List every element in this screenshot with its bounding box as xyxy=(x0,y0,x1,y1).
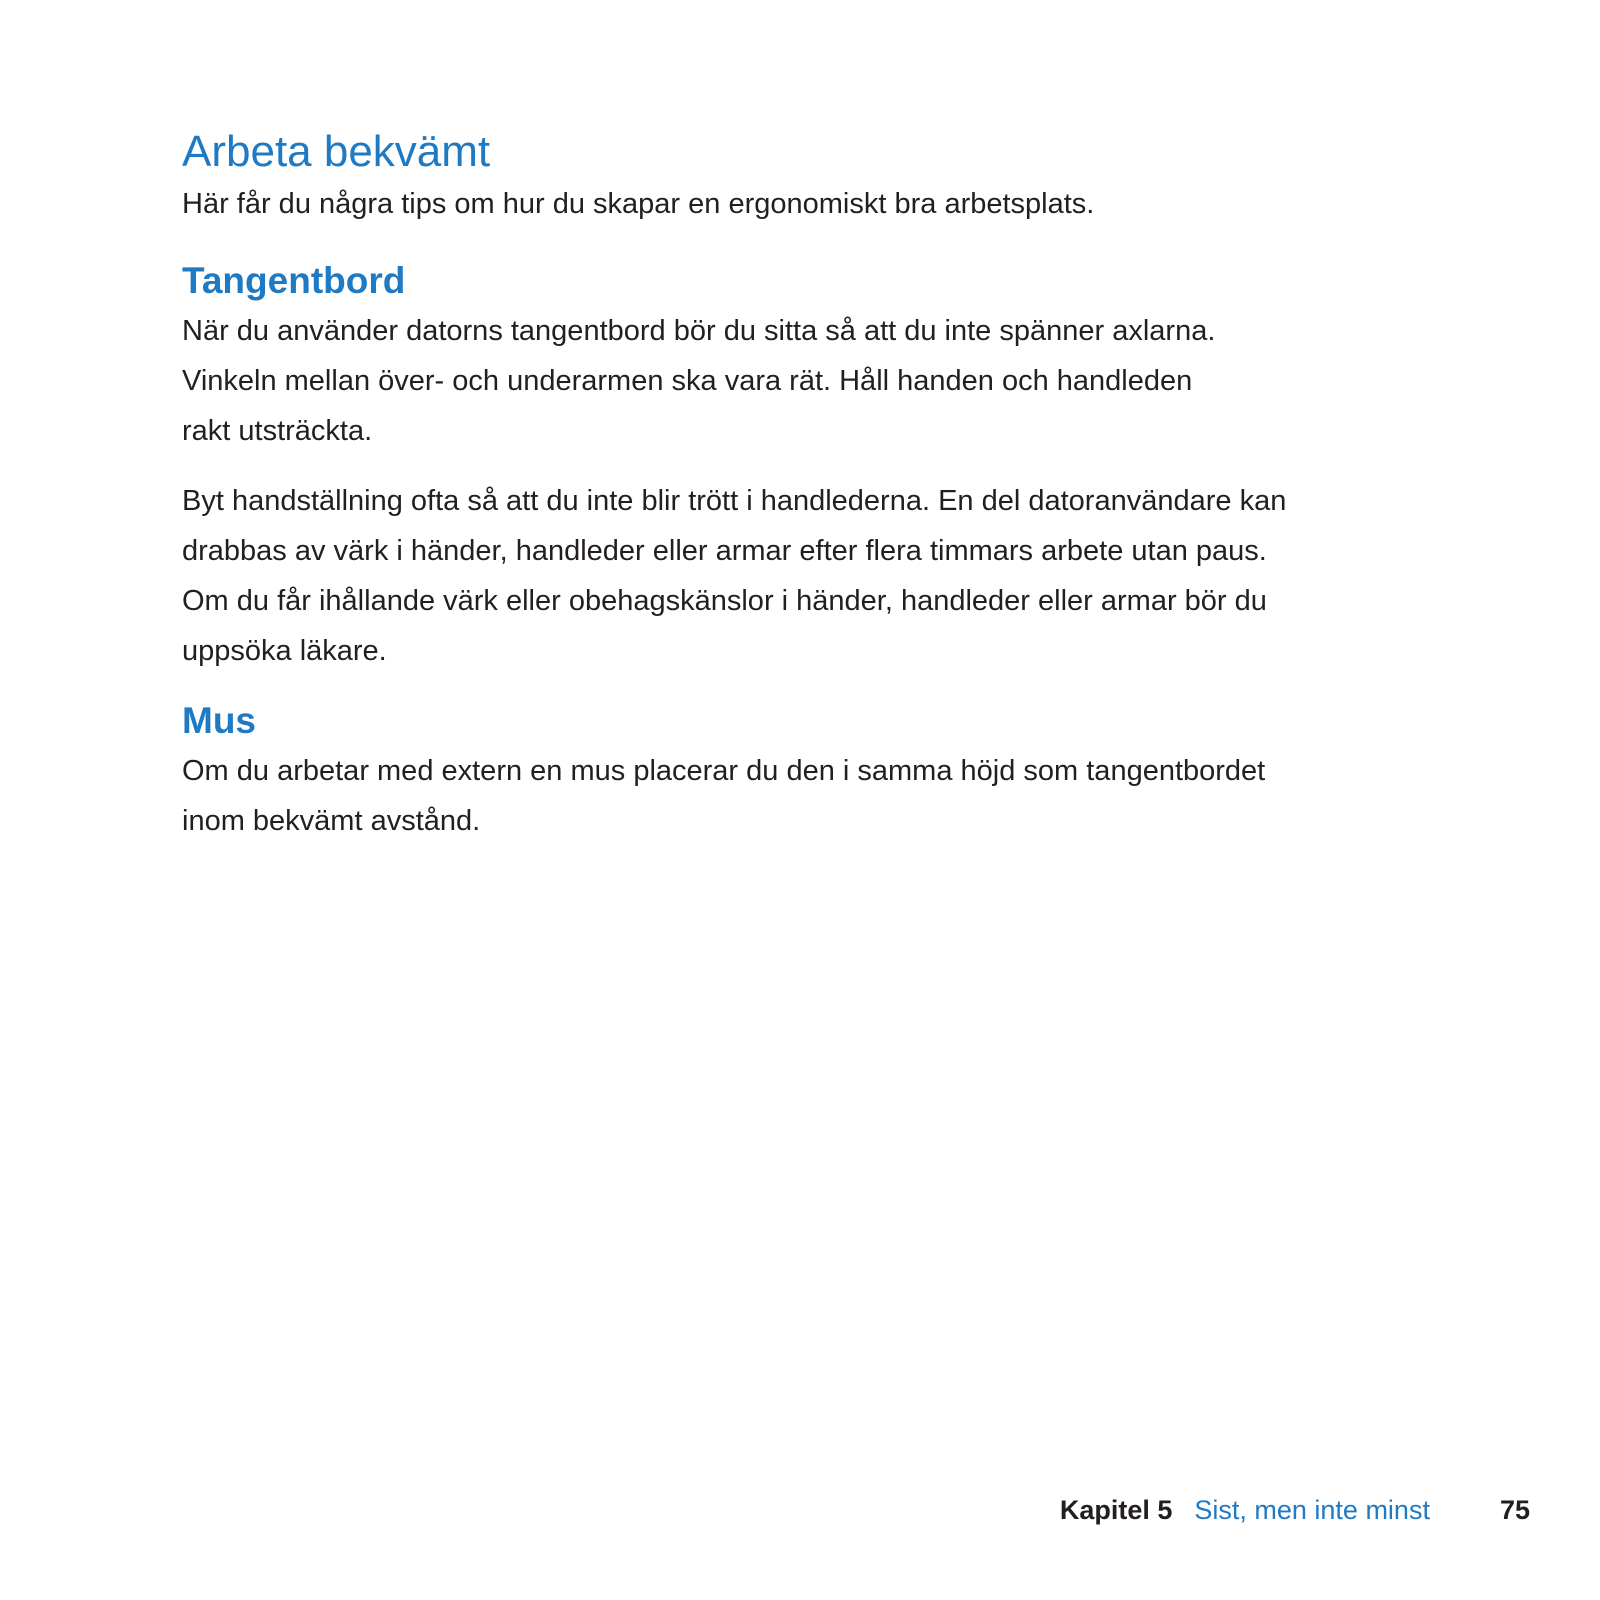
section-tangentbord xyxy=(182,256,1472,676)
page-content xyxy=(182,122,1472,866)
section-heading-tangentbord: Tangentbord xyxy=(182,260,406,301)
paragraph xyxy=(182,306,1472,456)
footer-chapter: Kapitel 5 xyxy=(1059,1495,1173,1525)
section-heading-mus: Mus xyxy=(182,700,256,741)
text-line: Om du arbetar med extern en mus placerar du den i samma höjd som tangentbordet xyxy=(182,755,1266,787)
text-line: När du använder datorns tangentbord bör du sitta så att du inte spänner axlarna. xyxy=(182,315,1216,347)
text-line: rakt utsträckta. xyxy=(182,415,373,447)
intro-text: Här får du några tips om hur du skapar en ergonomiskt bra arbetsplats. xyxy=(182,188,1095,220)
page-title: Arbeta bekvämt xyxy=(182,127,491,176)
paragraph xyxy=(182,746,1472,846)
page-footer xyxy=(1060,1490,1530,1530)
text-line: Om du får ihållande värk eller obehagskänslor i händer, handleder eller armar bör du xyxy=(182,585,1267,617)
footer-chapter-title: Sist, men inte minst xyxy=(1194,1495,1430,1525)
text-line: inom bekvämt avstånd. xyxy=(182,805,481,837)
text-line: Byt handställning ofta så att du inte blir trött i handlederna. En del datoranvändare kan xyxy=(182,485,1287,517)
text-line: uppsöka läkare. xyxy=(182,635,387,667)
paragraph xyxy=(182,476,1472,676)
text-line: Vinkeln mellan över- och underarmen ska vara rät. Håll handen och handleden xyxy=(182,365,1193,397)
text-line: drabbas av värk i händer, handleder eller armar efter flera timmars arbete utan paus. xyxy=(182,535,1267,567)
section-mus xyxy=(182,696,1472,846)
page-number: 75 xyxy=(1499,1495,1530,1525)
